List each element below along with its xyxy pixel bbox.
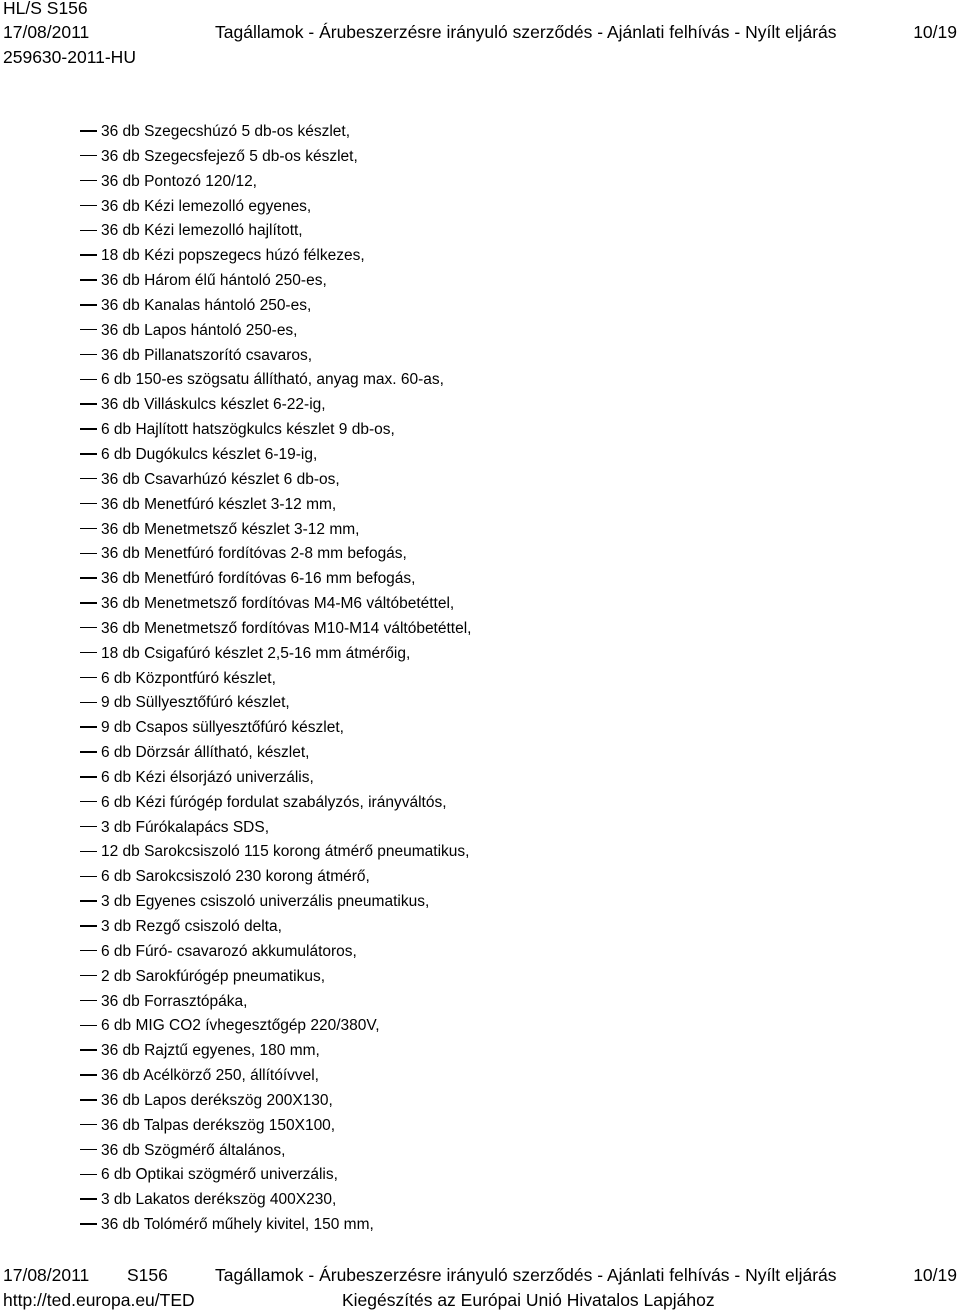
list-item (80, 1139, 471, 1164)
list-item-text: 6 db Központfúró készlet, (101, 669, 276, 687)
em-dash-bullet (80, 503, 97, 504)
list-item-text: 36 db Menetmetsző fordítóvas M4-M6 váltóbetéttel, (101, 595, 455, 613)
list-item (80, 691, 471, 716)
em-dash-bullet (80, 528, 97, 529)
list-item-text: 36 db Kézi lemezolló hajlított, (101, 222, 303, 240)
footer-series: S156 (127, 1265, 168, 1285)
list-item-text: 36 db Menetmetsző fordítóvas M10-M14 váltóbetéttel, (101, 619, 472, 637)
em-dash-bullet (80, 478, 97, 479)
em-dash-bullet (80, 254, 97, 255)
em-dash-bullet (80, 553, 97, 554)
list-item (80, 418, 471, 443)
header-date: 17/08/2011 (3, 22, 90, 42)
em-dash-bullet (80, 230, 97, 231)
em-dash-bullet (80, 1124, 97, 1125)
em-dash-bullet (80, 677, 97, 678)
list-item (80, 219, 471, 244)
list-item (80, 1213, 471, 1238)
list-item-text: 6 db Dörzsár állítható, készlet, (101, 744, 310, 762)
list-item (80, 741, 471, 766)
list-item-text: 36 db Tolómérő műhely kivitel, 150 mm, (101, 1216, 374, 1234)
list-item (80, 965, 471, 990)
list-item-text: 9 db Csapos süllyesztőfúró készlet, (101, 719, 344, 737)
list-item-text: 36 db Menetfúró fordítóvas 6-16 mm befogás, (101, 570, 416, 588)
list-item (80, 542, 471, 567)
list-item-text: 12 db Sarokcsiszoló 115 korong átmérő pneumatikus, (101, 843, 470, 861)
list-item (80, 1064, 471, 1089)
em-dash-bullet (80, 130, 97, 131)
em-dash-bullet (80, 652, 97, 653)
list-item-text: 6 db Hajlított hatszögkulcs készlet 9 db-os, (101, 421, 395, 439)
list-item-text: 6 db Sarokcsiszoló 230 korong átmérő, (101, 868, 370, 886)
list-item-text: 36 db Lapos hántoló 250-es, (101, 321, 298, 339)
list-item-text: 36 db Forrasztópáka, (101, 992, 248, 1010)
list-item (80, 567, 471, 592)
em-dash-bullet (80, 851, 97, 852)
list-item (80, 766, 471, 791)
list-item (80, 716, 471, 741)
footer-supplement: Kiegészítés az Európai Unió Hivatalos Lapjához (342, 1290, 715, 1310)
list-item (80, 468, 471, 493)
list-item (80, 195, 471, 220)
em-dash-bullet (80, 801, 97, 802)
list-item (80, 518, 471, 543)
em-dash-bullet (80, 279, 97, 280)
list-item (80, 244, 471, 269)
list-item-text: 36 db Szegecsfejező 5 db-os készlet, (101, 147, 358, 165)
list-item-text: 36 db Lapos derékszög 200X130, (101, 1091, 333, 1109)
list-item (80, 915, 471, 940)
header-notice-id: 259630-2011-HU (3, 47, 136, 67)
list-item-text: 36 db Kézi lemezolló egyenes, (101, 197, 312, 215)
footer-url[interactable]: http://ted.europa.eu/TED (3, 1290, 195, 1310)
list-item (80, 120, 471, 145)
list-item (80, 890, 471, 915)
footer-title: Tagállamok - Árubeszerzésre irányuló szerződés - Ajánlati felhívás - Nyílt eljárás (215, 1265, 837, 1285)
list-item (80, 791, 471, 816)
em-dash-bullet (80, 1198, 97, 1199)
list-item-text: 6 db 150-es szögsatu állítható, anyag max. 60-as, (101, 371, 444, 389)
header-page-number: 10/19 (913, 22, 957, 42)
list-item-text: 6 db Optikai szögmérő univerzális, (101, 1166, 338, 1184)
em-dash-bullet (80, 726, 97, 727)
list-item (80, 1039, 471, 1064)
list-item (80, 642, 471, 667)
footer-page-number: 10/19 (913, 1265, 957, 1285)
em-dash-bullet (80, 1099, 97, 1100)
em-dash-bullet (80, 1174, 97, 1175)
em-dash-bullet (80, 950, 97, 951)
list-item-text: 6 db Kézi élsorjázó univerzális, (101, 768, 314, 786)
list-item (80, 865, 471, 890)
em-dash-bullet (80, 379, 97, 380)
em-dash-bullet (80, 453, 97, 454)
list-item (80, 1188, 471, 1213)
list-item (80, 940, 471, 965)
em-dash-bullet (80, 329, 97, 330)
em-dash-bullet (80, 751, 97, 752)
list-item-text: 6 db Fúró- csavarozó akkumulátoros, (101, 942, 357, 960)
list-item (80, 145, 471, 170)
em-dash-bullet (80, 403, 97, 404)
list-item (80, 294, 471, 319)
list-item (80, 368, 471, 393)
list-item (80, 170, 471, 195)
header-title: Tagállamok - Árubeszerzésre irányuló szerződés - Ajánlati felhívás - Nyílt eljárás (215, 22, 837, 42)
list-item-text: 36 db Villáskulcs készlet 6-22-ig, (101, 396, 326, 414)
list-item (80, 319, 471, 344)
em-dash-bullet (80, 702, 97, 703)
list-item (80, 443, 471, 468)
em-dash-bullet (80, 1074, 97, 1075)
list-item-text: 3 db Rezgő csiszoló delta, (101, 918, 282, 935)
list-item-text: 3 db Fúrókalapács SDS, (101, 818, 270, 836)
list-item (80, 667, 471, 692)
list-item (80, 990, 471, 1015)
em-dash-bullet (80, 304, 97, 305)
list-item (80, 269, 471, 294)
list-item-text: 2 db Sarokfúrógép pneumatikus, (101, 967, 326, 985)
item-list (80, 120, 471, 1238)
list-item-text: 18 db Kézi popszegecs húzó félkezes, (101, 247, 365, 265)
em-dash-bullet (80, 155, 97, 156)
list-item-text: 36 db Pontozó 120/12, (101, 172, 257, 190)
list-item-text: 36 db Három élű hántoló 250-es, (101, 272, 327, 290)
em-dash-bullet (80, 180, 97, 181)
em-dash-bullet (80, 1049, 97, 1050)
footer-date: 17/08/2011 (3, 1265, 90, 1285)
list-item (80, 1089, 471, 1114)
list-item-text: 36 db Rajztű egyenes, 180 mm, (101, 1042, 320, 1060)
list-item (80, 1163, 471, 1188)
em-dash-bullet (80, 776, 97, 777)
list-item-text: 36 db Talpas derékszög 150X100, (101, 1116, 336, 1134)
list-item-text: 36 db Pillanatszorító csavaros, (101, 346, 313, 364)
em-dash-bullet (80, 1025, 97, 1026)
list-item-text: 36 db Szegecshúzó 5 db-os készlet, (101, 123, 351, 140)
list-item (80, 493, 471, 518)
list-item (80, 592, 471, 617)
em-dash-bullet (80, 354, 97, 355)
em-dash-bullet (80, 1223, 97, 1224)
em-dash-bullet (80, 602, 97, 603)
list-item-text: 36 db Szögmérő általános, (101, 1141, 286, 1159)
em-dash-bullet (80, 428, 97, 429)
header-series: HL/S S156 (3, 0, 88, 18)
em-dash-bullet (80, 826, 97, 827)
em-dash-bullet (80, 925, 97, 926)
em-dash-bullet (80, 900, 97, 901)
list-item (80, 1014, 471, 1039)
em-dash-bullet (80, 1000, 97, 1001)
list-item-text: 6 db MIG CO2 ívhegesztőgép 220/380V, (101, 1017, 380, 1035)
em-dash-bullet (80, 577, 97, 578)
list-item-text: 36 db Menetfúró készlet 3-12 mm, (101, 495, 337, 513)
list-item-text: 36 db Menetmetsző készlet 3-12 mm, (101, 520, 360, 538)
list-item-text: 6 db Kézi fúrógép fordulat szabályzós, irányváltós, (101, 793, 447, 811)
em-dash-bullet (80, 975, 97, 976)
list-item-text: 36 db Acélkörző 250, állítóívvel, (101, 1067, 319, 1085)
list-item-text: 36 db Csavarhúzó készlet 6 db-os, (101, 470, 340, 488)
em-dash-bullet (80, 205, 97, 206)
em-dash-bullet (80, 1149, 97, 1150)
list-item (80, 840, 471, 865)
list-item (80, 344, 471, 369)
list-item-text: 3 db Lakatos derékszög 400X230, (101, 1191, 337, 1209)
list-item-text: 36 db Kanalas hántoló 250-es, (101, 296, 312, 314)
list-item (80, 1114, 471, 1139)
list-item (80, 816, 471, 841)
em-dash-bullet (80, 876, 97, 877)
list-item-text: 3 db Egyenes csiszoló univerzális pneumatikus, (101, 893, 430, 911)
list-item-text: 36 db Menetfúró fordítóvas 2-8 mm befogás, (101, 545, 407, 563)
list-item (80, 617, 471, 642)
list-item-text: 9 db Süllyesztőfúró készlet, (101, 694, 290, 712)
list-item (80, 393, 471, 418)
list-item-text: 18 db Csigafúró készlet 2,5-16 mm átmérőig, (101, 644, 411, 662)
list-item-text: 6 db Dugókulcs készlet 6-19-ig, (101, 445, 318, 463)
em-dash-bullet (80, 627, 97, 628)
